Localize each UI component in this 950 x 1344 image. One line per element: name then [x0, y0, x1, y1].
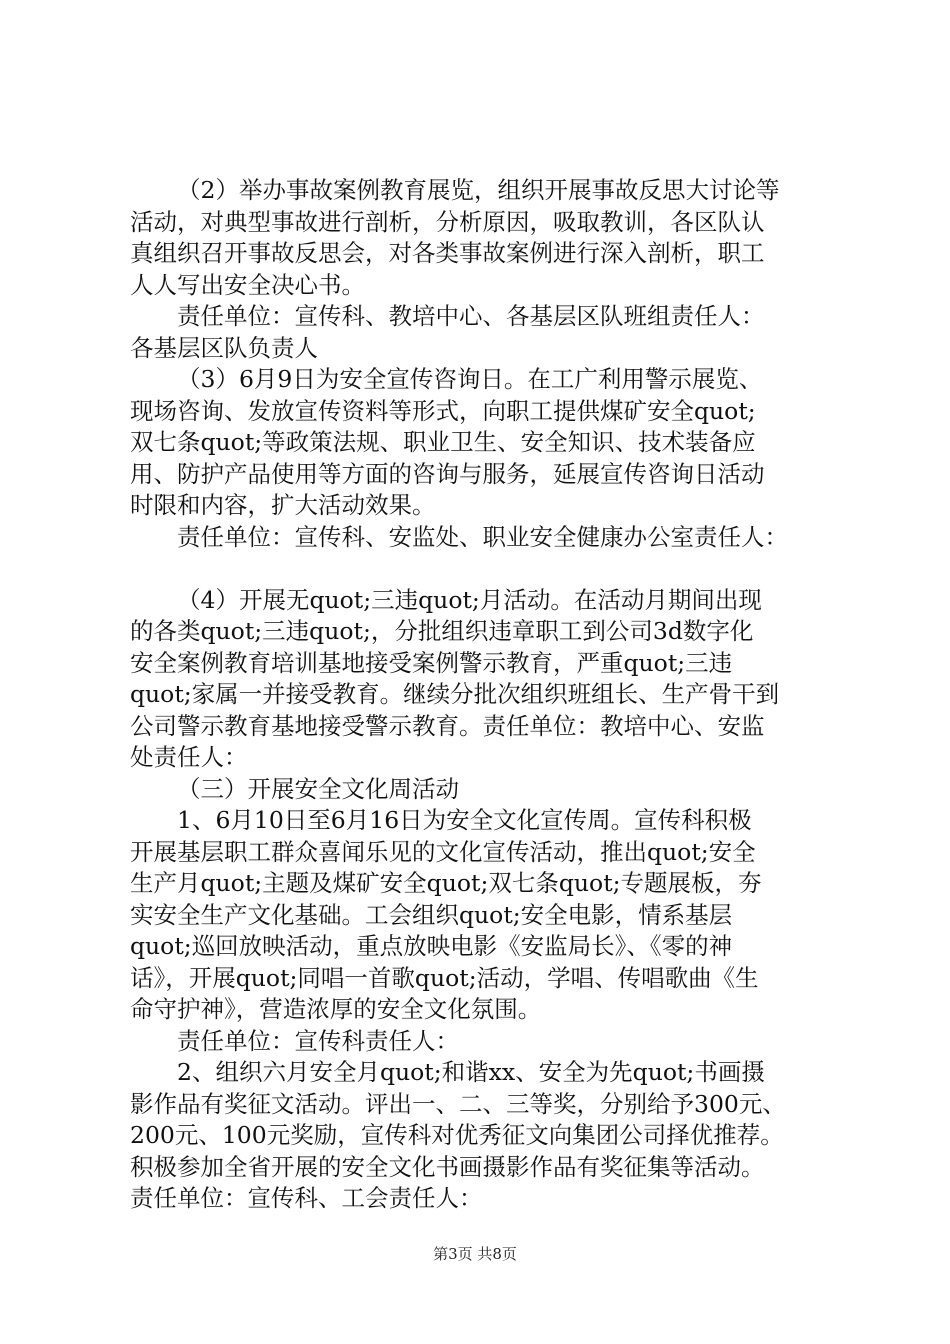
document-body — [130, 175, 840, 1215]
paragraph-line: 责任单位：宣传科、工会责任人： — [130, 1184, 483, 1212]
paragraph-line: 现场咨询、发放宣传资料等形式，向职工提供煤矿安全quot; — [130, 396, 756, 425]
paragraph-line: 影作品有奖征文活动。评出一、二、三等奖，分别给予300元、 — [130, 1089, 786, 1118]
paragraph-line: 开展基层职工群众喜闻乐见的文化宣传活动，推出quot;安全 — [130, 837, 756, 866]
paragraph-line: quot;家属一并接受教育。继续分批次组织班组长、生产骨干到 — [130, 680, 780, 708]
paragraph-line: 的各类quot;三违quot;，分批组织违章职工到公司3d数字化 — [130, 617, 754, 645]
paragraph-line: 话》，开展quot;同唱一首歌quot;活动，学唱、传唱歌曲《生 — [130, 963, 759, 992]
blank-line — [130, 553, 840, 585]
paragraph-line: 公司警示教育基地接受警示教育。责任单位：教培中心、安监 — [130, 711, 765, 740]
paragraph-line: 双七条quot;等政策法规、职业卫生、安全知识、技术装备应 — [130, 428, 756, 456]
paragraph-line: 2、组织六月安全月quot;和谐xx、安全为先quot;书画摄 — [177, 1058, 765, 1086]
paragraph-line: 处责任人： — [130, 743, 248, 771]
paragraph-line: 各基层区队负责人 — [130, 333, 318, 362]
paragraph-line: 时限和内容，扩大活动效果。 — [130, 491, 436, 519]
paragraph-line: 人人写出安全决心书。 — [130, 270, 365, 299]
paragraph-line: （4）开展无quot;三违quot;月活动。在活动月期间出现 — [177, 585, 762, 614]
paragraph-line: 责任单位：宣传科责任人： — [177, 1026, 459, 1055]
paragraph-line: 责任单位：宣传科、安监处、职业安全健康办公室责任人： — [177, 522, 788, 551]
section-heading: （三）开展安全文化周活动 — [177, 774, 459, 803]
paragraph-line: 1、6月10日至6月16日为安全文化宣传周。宣传科积极 — [177, 806, 752, 834]
paragraph-line: 活动，对典型事故进行剖析，分析原因，吸取教训，各区队认 — [130, 207, 765, 236]
paragraph-line: 安全案例教育培训基地接受案例警示教育，严重quot;三违 — [130, 648, 733, 677]
page-number-footer: 第3页 共8页 — [433, 1245, 517, 1263]
paragraph-line: quot;巡回放映活动，重点放映电影《安监局长》、《零的神 — [130, 932, 733, 960]
paragraph-line: 生产月quot;主题及煤矿安全quot;双七条quot;专题展板，夯 — [130, 869, 762, 897]
paragraph-line: 真组织召开事故反思会，对各类事故案例进行深入剖析，职工 — [130, 239, 765, 267]
paragraph-line: 实安全生产文化基础。工会组织quot;安全电影，情系基层 — [130, 900, 733, 929]
paragraph-line: 积极参加全省开展的安全文化书画摄影作品有奖征集等活动。 — [130, 1152, 765, 1181]
paragraph-line: 用、防护产品使用等方面的咨询与服务，延展宣传咨询日活动 — [130, 459, 765, 488]
paragraph-line: 命守护神》，营造浓厚的安全文化氛围。 — [130, 995, 542, 1023]
paragraph-line: （3）6月9日为安全宣传咨询日。在工广利用警示展览、 — [177, 365, 763, 393]
paragraph-line: （2）举办事故案例教育展览，组织开展事故反思大讨论等 — [177, 176, 780, 204]
paragraph-line: 责任单位：宣传科、教培中心、各基层区队班组责任人： — [177, 302, 765, 330]
paragraph-line: 200元、100元奖励，宣传科对优秀征文向集团公司择优推荐。 — [130, 1121, 784, 1149]
